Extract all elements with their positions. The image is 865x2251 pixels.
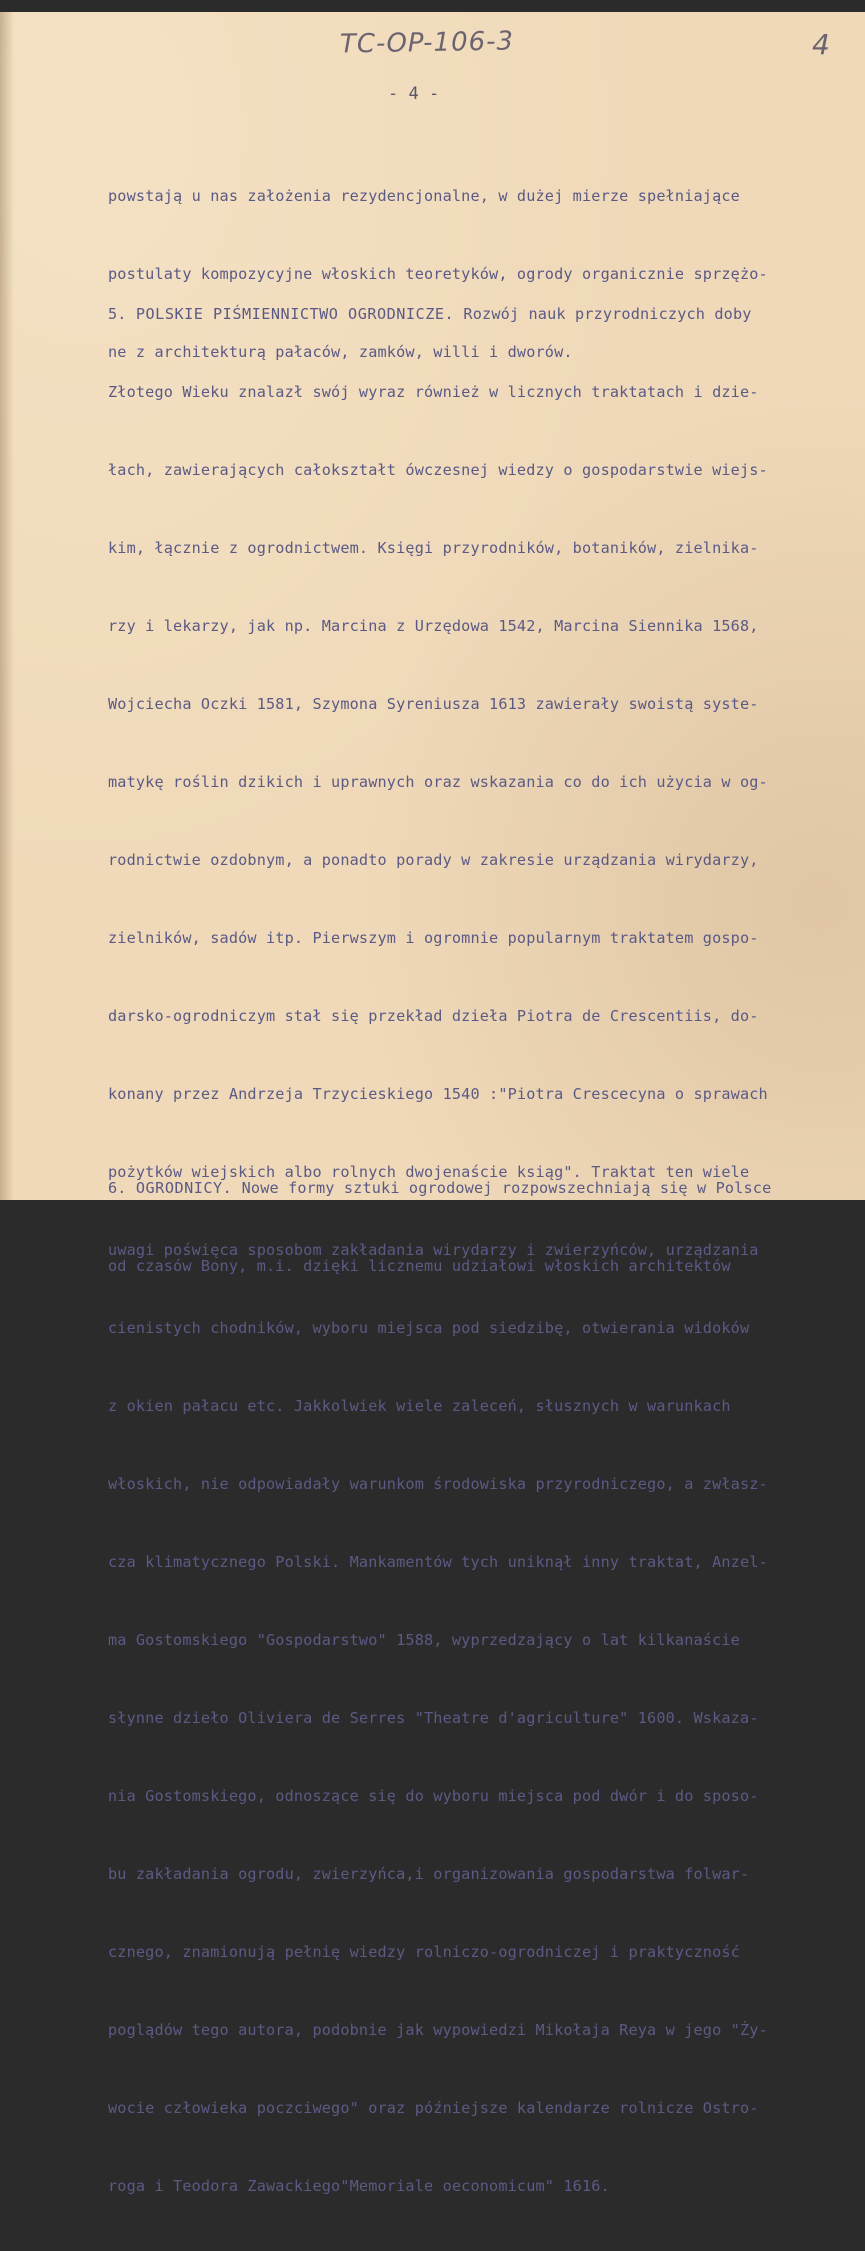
- sheet-number: 4: [812, 28, 830, 61]
- text-line: poglądów tego autora, podobnie jak wypowiedzi Mikołaja Reya w jego "Ży-: [108, 2021, 768, 2039]
- text-line: ma Gostomskiego "Gospodarstwo" 1588, wyprzedzający o lat kilkanaście: [108, 1631, 740, 1649]
- page-number: - 4 -: [388, 84, 440, 104]
- text-line-first: [108, 1175, 771, 1201]
- text-line: Złotego Wieku znalazł swój wyraz również w licznych traktatach i dzie-: [108, 383, 759, 401]
- archive-mark: TC-OP-106-3: [339, 26, 515, 60]
- section-5-number: 5.: [108, 305, 127, 323]
- text-line: konany przez Andrzeja Trzycieskiego 1540 :"Piotra Crescecyna o sprawach: [108, 1085, 768, 1103]
- text-line: słynne dzieło Oliviera de Serres "Theatre d'agriculture" 1600. Wskaza-: [108, 1709, 759, 1727]
- text-line: nia Gostomskiego, odnoszące się do wyboru miejsca pod dwór i do sposo-: [108, 1787, 759, 1805]
- section-6-paragraph: [108, 1123, 771, 1331]
- text-line: rzy i lekarzy, jak np. Marcina z Urzędowa 1542, Marcina Siennika 1568,: [108, 617, 759, 635]
- section-5-heading: POLSKIE PIŚMIENNICTWO OGRODNICZE.: [135, 305, 455, 323]
- text-line: łach, zawierających całokształt ówczesnej wiedzy o gospodarstwie wiejs-: [108, 461, 768, 479]
- text-line: pożytków wiejskich albo rolnych dwojenaście ksiąg". Traktat ten wiele: [108, 1163, 750, 1181]
- text-line: zielników, sadów itp. Pierwszym i ogromnie popularnym traktatem gospo-: [108, 929, 759, 947]
- text-line-first: [108, 301, 768, 327]
- text-line: powstają u nas założenia rezydencjonalne, w dużej mierze spełniające: [108, 187, 740, 205]
- text-line: cienistych chodników, wyboru miejsca pod siedzibę, otwierania widoków: [108, 1319, 750, 1337]
- text-line: kim, łącznie z ogrodnictwem. Księgi przyrodników, botaników, zielnika-: [108, 539, 759, 557]
- text-line: cznego, znamionują pełnię wiedzy rolniczo-ogrodniczej i praktyczność: [108, 1943, 740, 1961]
- text-line: z okien pałacu etc. Jakkolwiek wiele zaleceń, słusznych w warunkach: [108, 1397, 731, 1415]
- section-6-lead: Nowe formy sztuki ogrodowej rozpowszechniają się w Polsce: [232, 1179, 772, 1197]
- text-line: darsko-ogrodniczym stał się przekład dzieła Piotra de Crescentiis, do-: [108, 1007, 759, 1025]
- text-line: włoskich, nie odpowiadały warunkom środowiska przyrodniczego, a zwłasz-: [108, 1475, 768, 1493]
- text-line: cza klimatycznego Polski. Mankamentów tych uniknął inny traktat, Anzel-: [108, 1553, 768, 1571]
- page-edge-shadow: [0, 12, 14, 1200]
- text-line: bu zakładania ogrodu, zwierzyńca,i organizowania gospodarstwa folwar-: [108, 1865, 750, 1883]
- text-line: postulaty kompozycyjne włoskich teoretyków, ogrody organicznie sprzężo-: [108, 265, 768, 283]
- text-line: matykę roślin dzikich i uprawnych oraz wskazania co do ich użycia w og-: [108, 773, 768, 791]
- section-6-heading: OGRODNICY.: [135, 1179, 233, 1197]
- document-page: [0, 12, 865, 2195]
- section-5-lead: Rozwój nauk przyrodniczych doby: [454, 305, 752, 323]
- text-line: uwagi poświęca sposobom zakładania wirydarzy i zwierzyńców, urządzania: [108, 1241, 759, 1259]
- text-line: wocie człowieka poczciwego" oraz późniejsze kalendarze rolnicze Ostro-: [108, 2099, 759, 2117]
- text-line: Wojciecha Oczki 1581, Szymona Syreniusza 1613 zawierały swoistą syste-: [108, 695, 759, 713]
- text-line: rodnictwie ozdobnym, a ponadto porady w zakresie urządzania wirydarzy,: [108, 851, 759, 869]
- text-line: ne z architekturą pałaców, zamków, willi i dworów.: [108, 343, 573, 361]
- section-6-number: 6.: [108, 1179, 127, 1197]
- text-line: od czasów Bony, m.i. dzięki licznemu udziałowi włoskich architektów: [108, 1257, 731, 1275]
- text-line: roga i Teodora Zawackiego"Memoriale oeconomicum" 1616.: [108, 2177, 610, 2195]
